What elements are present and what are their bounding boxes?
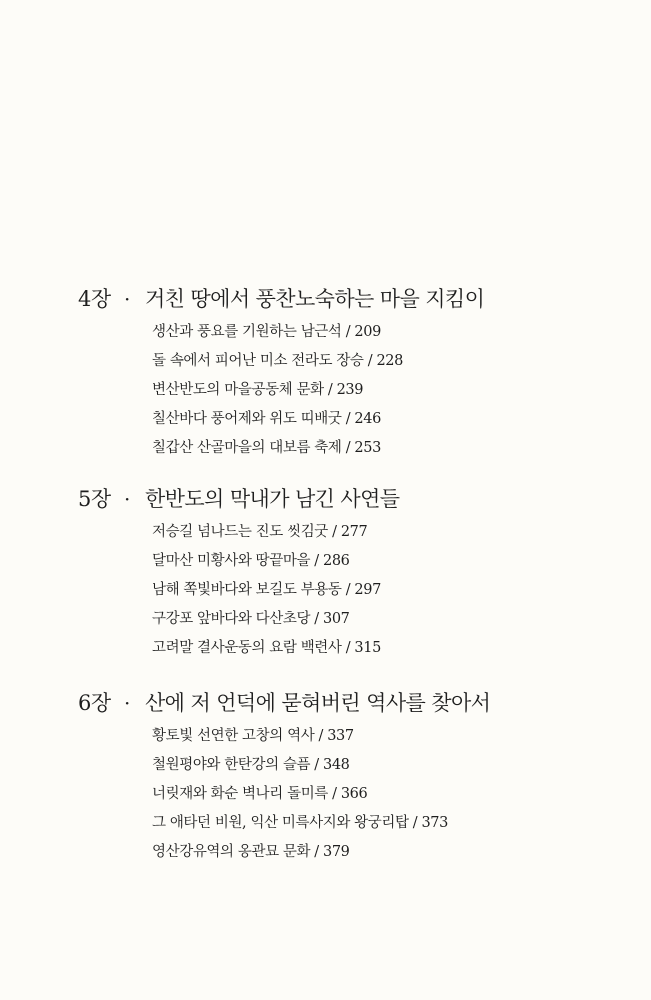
toc-entry: 영산강유역의 옹관묘 문화 / 379 — [152, 844, 350, 860]
chapter-entry-list — [0, 518, 651, 663]
chapter-6 — [0, 686, 651, 867]
toc-entry: 칠산바다 풍어제와 위도 띠배굿 / 246 — [152, 411, 381, 427]
chapter-number: 5장 — [78, 487, 111, 511]
chapter-heading — [0, 282, 651, 316]
chapter-number: 4장 — [78, 287, 111, 311]
toc-entry: 돌 속에서 피어난 미소 전라도 장승 / 228 — [152, 353, 403, 369]
toc-entry: 철원평야와 한탄강의 슬픔 / 348 — [152, 757, 350, 773]
chapter-entry-list — [0, 722, 651, 867]
chapter-5 — [0, 482, 651, 663]
chapter-separator: · — [124, 287, 131, 311]
toc-entry: 구강포 앞바다와 다산초당 / 307 — [152, 611, 350, 627]
chapter-heading — [0, 686, 651, 720]
toc-entry: 너릿재와 화순 벽나리 돌미륵 / 366 — [152, 786, 368, 802]
chapter-separator: · — [124, 691, 131, 715]
chapter-title: 한반도의 막내가 남긴 사연들 — [145, 487, 400, 511]
toc-entry: 칠갑산 산골마을의 대보름 축제 / 253 — [152, 440, 381, 456]
chapter-entry-list — [0, 318, 651, 463]
toc-entry: 생산과 풍요를 기원하는 남근석 / 209 — [152, 324, 381, 340]
chapter-title: 산에 저 언덕에 묻혀버린 역사를 찾아서 — [145, 691, 491, 715]
toc-entry: 저승길 넘나드는 진도 씻김굿 / 277 — [152, 524, 368, 540]
toc-entry: 황토빛 선연한 고창의 역사 / 337 — [152, 728, 354, 744]
toc-entry: 그 애타던 비원, 익산 미륵사지와 왕궁리탑 / 373 — [152, 815, 448, 831]
toc-entry: 달마산 미황사와 땅끝마을 / 286 — [152, 553, 350, 569]
toc-entry: 고려말 결사운동의 요람 백련사 / 315 — [152, 640, 381, 656]
chapter-title: 거친 땅에서 풍찬노숙하는 마을 지킴이 — [145, 287, 485, 311]
toc-entry: 남해 쪽빛바다와 보길도 부용동 / 297 — [152, 582, 381, 598]
chapter-separator: · — [124, 487, 131, 511]
toc-entry: 변산반도의 마을공동체 문화 / 239 — [152, 382, 364, 398]
chapter-number: 6장 — [78, 691, 111, 715]
chapter-heading — [0, 482, 651, 516]
chapter-4 — [0, 282, 651, 463]
